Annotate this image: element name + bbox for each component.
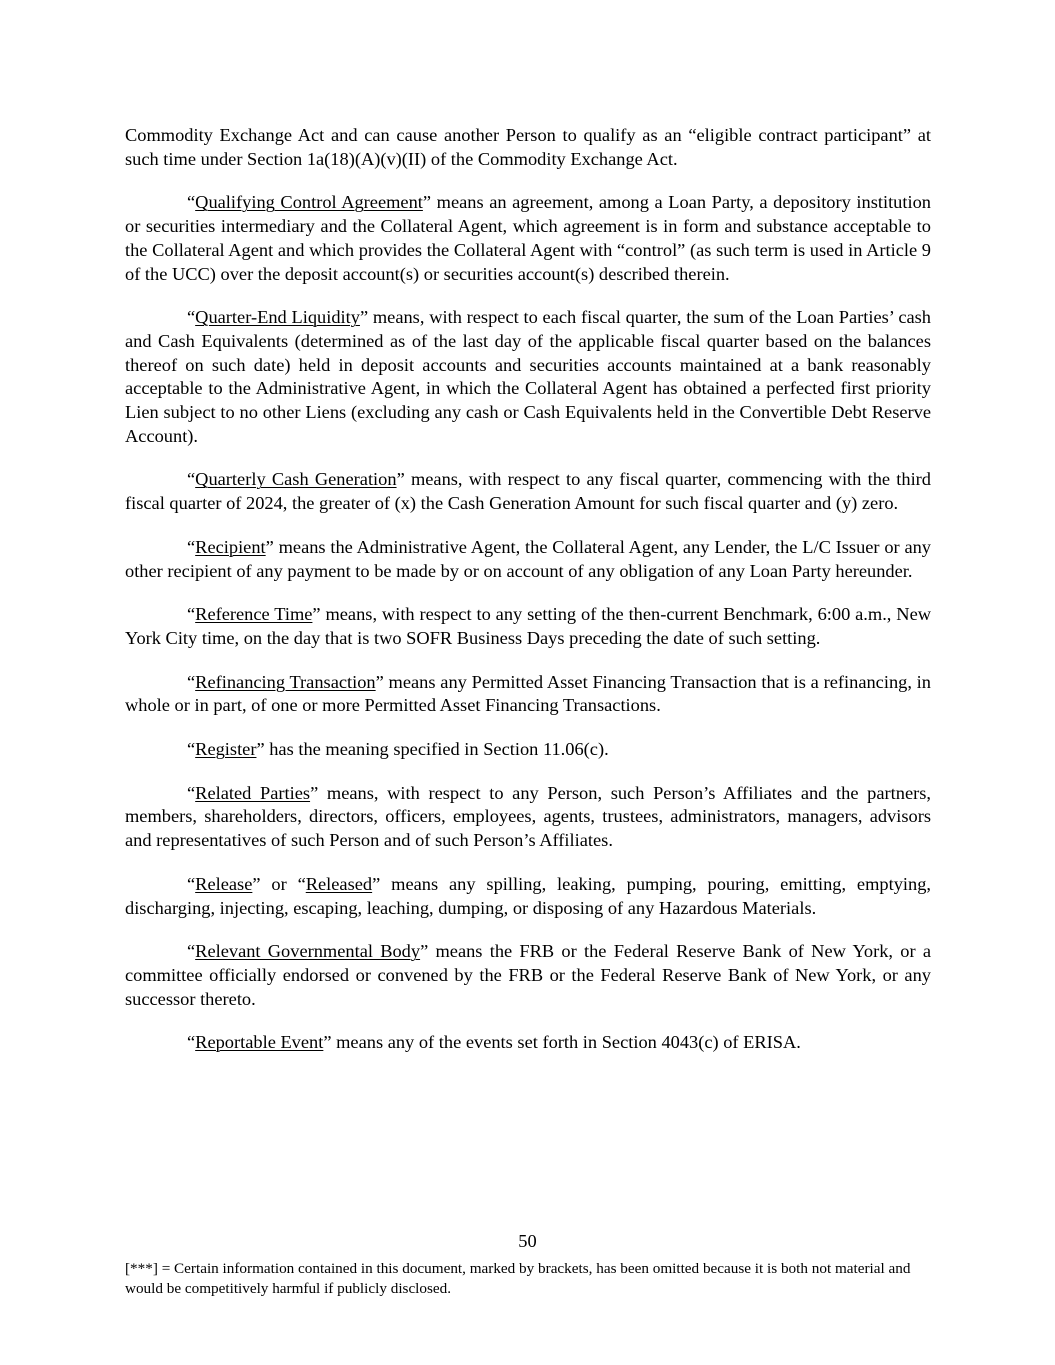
definition-related-parties xyxy=(125,782,931,853)
open-quote: “ xyxy=(187,469,196,490)
defined-term: Relevant Governmental Body xyxy=(195,941,421,962)
definition-text: ” means any of the events set forth in Section 4043(c) of ERISA. xyxy=(323,1032,801,1053)
defined-term: Recipient xyxy=(195,536,266,557)
definition-recipient xyxy=(125,536,931,583)
page-body xyxy=(125,124,931,1075)
defined-term: Reportable Event xyxy=(195,1032,324,1053)
defined-term: Register xyxy=(195,739,257,760)
page-number: 50 xyxy=(518,1231,537,1251)
definition-text: ” means any Permitted Asset Financing Transaction that is a refinancing, in whole or in part, of one or more Permitted Asset Financing Transactions. xyxy=(125,671,931,716)
term-connector: ” or “ xyxy=(252,873,306,894)
definition-text: ” means the Administrative Agent, the Collateral Agent, any Lender, the L/C Issuer or any other recipient of any payment to be made by or on account of any obligation of any Loan Party hereunder. xyxy=(125,536,931,581)
open-quote: “ xyxy=(187,604,196,625)
defined-term: Refinancing Transaction xyxy=(195,671,376,692)
definition-reportable-event xyxy=(125,1031,931,1055)
definition-register xyxy=(125,738,931,762)
open-quote: “ xyxy=(187,739,196,760)
definition-relevant-governmental-body xyxy=(125,940,931,1011)
continued-paragraph: Commodity Exchange Act and can cause another Person to qualify as an “eligible contract participant” at such time under Section 1a(18)(A)(v)(II) of the Commodity Exchange Act. xyxy=(125,125,931,169)
definition-text: ” means, with respect to any fiscal quarter, commencing with the third fiscal quarter of 2024, the greater of (x) the Cash Generation Amount for such fiscal quarter and (y) zero. xyxy=(125,469,932,514)
open-quote: “ xyxy=(187,307,196,328)
open-quote: “ xyxy=(187,192,196,213)
definition-release xyxy=(125,873,931,920)
defined-term: Reference Time xyxy=(195,604,313,625)
definition-reference-time xyxy=(125,603,931,650)
open-quote: “ xyxy=(187,536,196,557)
open-quote: “ xyxy=(187,941,196,962)
definition-quarterly-cash-generation xyxy=(125,468,931,515)
definition-text: ” means, with respect to each fiscal quarter, the sum of the Loan Parties’ cash and Cash Equivalents (determined as of the last day of the applicable fiscal quarter based on the balances thereof on such date) held in deposit accounts and securities accounts maintained at a bank reasonably acceptable to the Administrative Agent, in which the Collateral Agent has obtained a perfected first priority Lien subject to no other Liens (excluding any cash or Cash Equivalents held in the Convertible Debt Reserve Account). xyxy=(125,307,931,446)
defined-term: Related Parties xyxy=(195,782,311,803)
open-quote: “ xyxy=(187,873,196,894)
definition-qualifying-control-agreement xyxy=(125,191,931,286)
definition-text: ” means, with respect to any setting of the then-current Benchmark, 6:00 a.m., New York City time, on the day that is two SOFR Business Days preceding the date of such setting. xyxy=(125,604,932,648)
open-quote: “ xyxy=(187,671,196,692)
definition-text: ” has the meaning specified in Section 11.06(c). xyxy=(256,739,609,760)
definition-text: ” means, with respect to any Person, such Person’s Affiliates and the partners, members, shareholders, directors, officers, employees, agents, trustees, administrators, managers, advisors and representatives of such Person and of such Person’s Affiliates. xyxy=(125,782,931,851)
defined-term: Release xyxy=(195,873,253,894)
definition-text: ” means any spilling, leaking, pumping, pouring, emitting, emptying, discharging, injecting, escaping, leaching, dumping, or disposing of any Hazardous Materials. xyxy=(125,873,931,918)
defined-term: Quarter-End Liquidity xyxy=(195,307,360,328)
open-quote: “ xyxy=(187,1032,196,1053)
open-quote: “ xyxy=(187,782,196,803)
definition-text: ” means the FRB or the Federal Reserve Bank of New York, or a committee officially endorsed or convened by the FRB or the Federal Reserve Bank of New York, or any successor thereto. xyxy=(125,941,931,1009)
confidentiality-footnote: [***] = Certain information contained in this document, marked by brackets, has been omitted because it is both not material and would be competitively harmful if publicly disclosed. xyxy=(125,1260,911,1297)
defined-term: Qualifying Control Agreement xyxy=(195,192,423,213)
defined-term: Quarterly Cash Generation xyxy=(195,469,397,490)
defined-term-alternate: Released xyxy=(305,873,373,894)
definition-refinancing-transaction xyxy=(125,671,931,718)
definition-text: ” means an agreement, among a Loan Party, a depository institution or securities intermediary and the Collateral Agent, which agreement is in form and substance acceptable to the Collateral Agent and which provides the Collateral Agent with “control” (as such term is used in Article 9 of the UCC) over the deposit account(s) or securities account(s) described therein. xyxy=(125,192,931,284)
definition-quarter-end-liquidity xyxy=(125,306,931,448)
